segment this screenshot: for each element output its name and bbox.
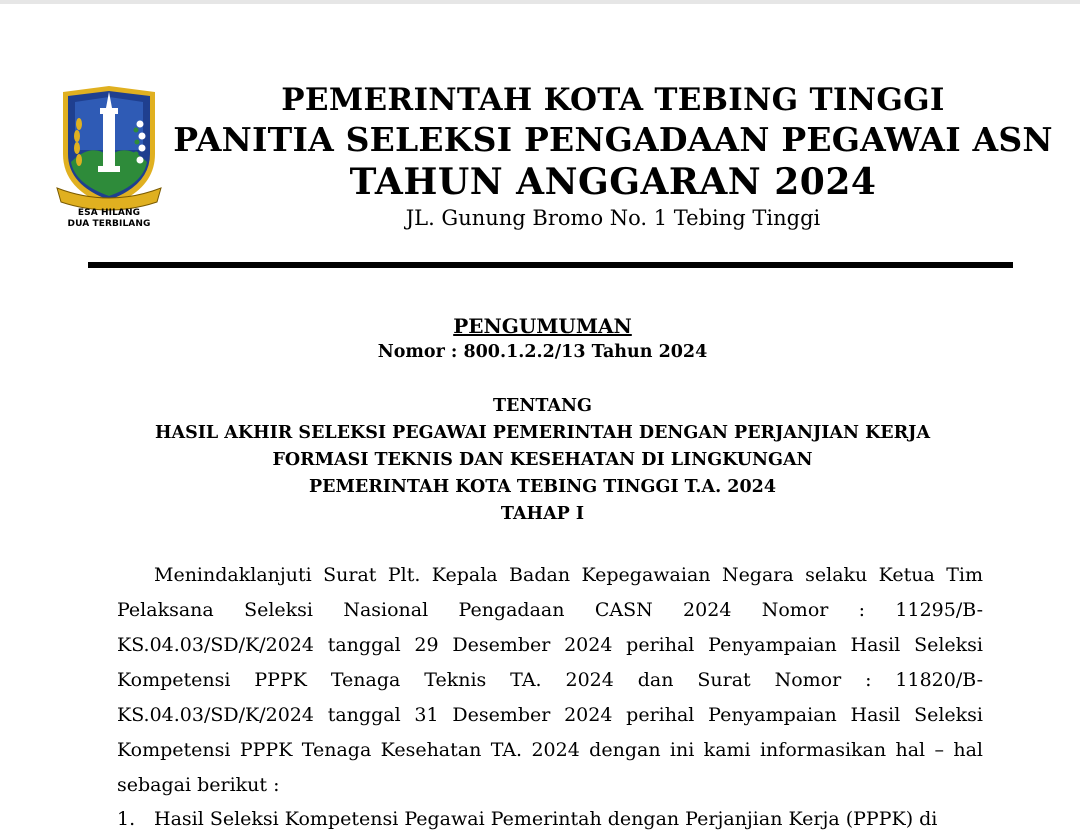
letterhead-government: PEMERINTAH KOTA TEBING TINGGI <box>281 82 945 118</box>
letterhead-divider <box>88 262 1013 268</box>
announcement-title: PENGUMUMAN <box>453 314 632 338</box>
logo-motto <box>44 208 174 230</box>
letterhead-committee: PANITIA SELEKSI PENGADAAN PEGAWAI ASN <box>173 120 1053 159</box>
announcement-subject-line-3: PEMERINTAH KOTA TEBING TINGGI T.A. 2024 <box>309 477 776 497</box>
letterhead-fiscal-year: TAHUN ANGGARAN 2024 <box>349 161 877 203</box>
announcement-subject-line-1: HASIL AKHIR SELEKSI PEGAWAI PEMERINTAH DENGAN PERJANJIAN KERJA <box>154 423 931 443</box>
body-paragraph: Menindaklanjuti Surat Plt. Kepala Badan Kepegawaian Negara selaku Ketua Tim Pelaksana Seleksi Nasional Pengadaan CASN 2024 Nomor : 11295/B-KS.04.03/SD/K/2024 tanggal 29 Desember 2024 perihal Penyampaian Hasil Seleksi Kompetensi PPPK Tenaga Teknis TA. 2024 dan Surat Nomor : 11820/B-KS.04.03/SD/K/2024 tanggal 31 Desember 2024 perihal Penyampaian Hasil Seleksi Kompetensi PPPK Tenaga Kesehatan TA. 2024 dengan ini kami informasikan hal – hal sebagai berikut : <box>117 564 983 796</box>
announcement-subject-line-2: FORMASI TEKNIS DAN KESEHATAN DI LINGKUNGAN <box>272 450 813 470</box>
letterhead <box>170 80 1056 232</box>
announcement-header <box>90 313 995 528</box>
list-item-number: 1. <box>117 808 136 830</box>
motto-line-1: ESA HILANG <box>77 208 141 218</box>
list-item-text: Hasil Seleksi Kompetensi Pegawai Pemerintah dengan Perjanjian Kerja (PPPK) di <box>154 808 938 830</box>
document-page <box>0 4 1080 830</box>
announcement-number: Nomor : 800.1.2.2/13 Tahun 2024 <box>377 342 708 362</box>
motto-line-2: DUA TERBILANG <box>67 219 151 229</box>
announcement-about: TENTANG <box>493 396 592 416</box>
announcement-stage: TAHAP I <box>500 504 585 524</box>
letterhead-address: JL. Gunung Bromo No. 1 Tebing Tinggi <box>405 206 821 230</box>
